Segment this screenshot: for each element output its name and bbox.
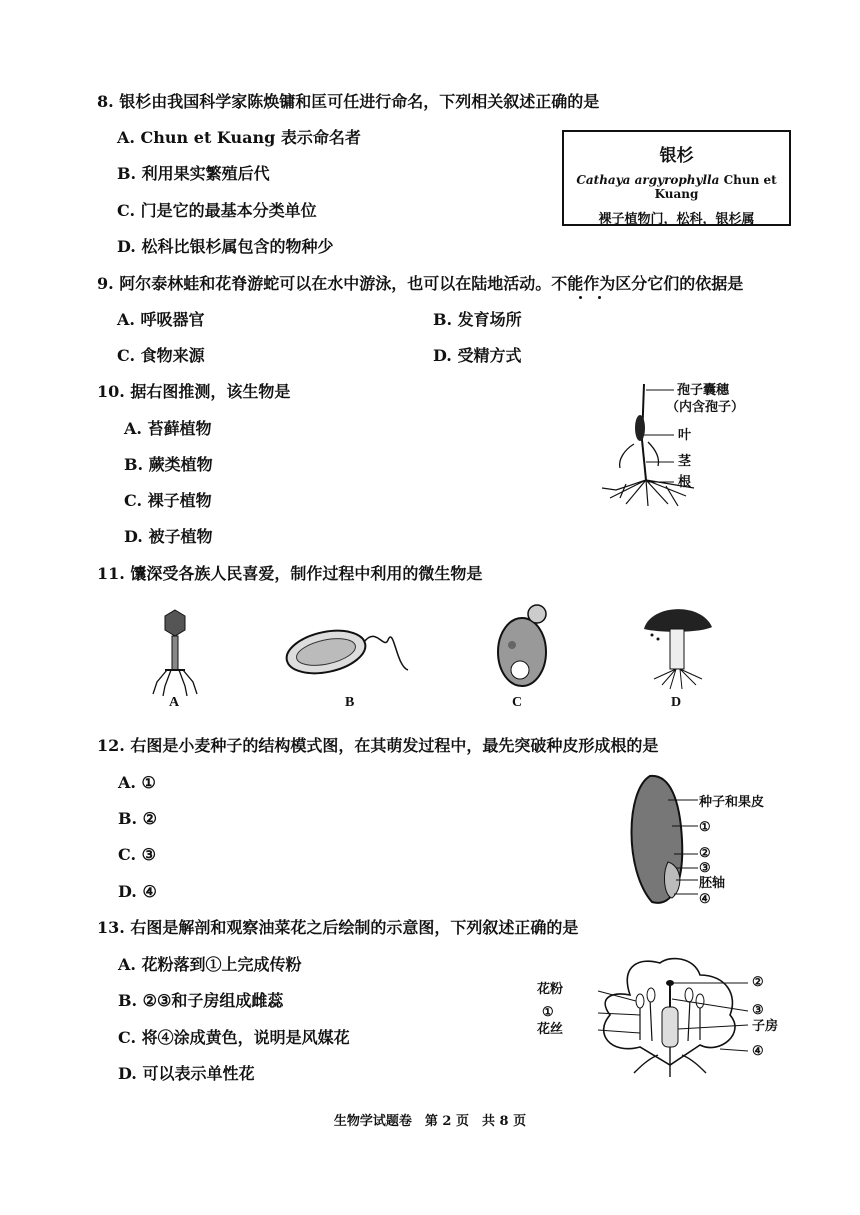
q9-option-c: C. 食物来源	[117, 346, 205, 365]
q10-option-a: A. 苔藓植物	[124, 419, 212, 438]
question-12-stem: 12. 右图是小麦种子的结构模式图，在其萌发过程中，最先突破种皮形成根的是	[97, 736, 659, 755]
label-stem: 茎	[678, 454, 692, 469]
q10-option-c: C. 裸子植物	[124, 491, 212, 510]
question-9-stem: 9. 阿尔泰林蛙和花脊游蛇可以在水中游泳，也可以在陆地活动。不能作为区分它们的依据是	[97, 274, 744, 293]
q8-option-d: D. 松科比银杉属包含的物种少	[117, 237, 334, 256]
question-11-stem: 11. 馕深受各族人民喜爱，制作过程中利用的微生物是	[97, 564, 483, 583]
question-8-stem: 8. 银杉由我国科学家陈焕镛和匡可任进行命名，下列相关叙述正确的是	[97, 92, 600, 111]
cathaya-info-box	[562, 130, 791, 226]
rape-flower-diagram	[570, 955, 770, 1080]
label-flower-2: ②	[752, 975, 764, 990]
scientific-name-genus-species: Cathaya argyrophylla	[576, 173, 720, 187]
caption-a: A	[169, 695, 180, 710]
q8-option-c: C. 门是它的最基本分类单位	[117, 201, 317, 220]
emphasis-dot	[598, 296, 601, 299]
q9-option-d: D. 受精方式	[433, 346, 522, 365]
q8-option-a: A. Chun et Kuang 表示命名者	[117, 128, 361, 147]
question-10-stem: 10. 据右图推测，该生物是	[97, 382, 291, 401]
q8-option-b: B. 利用果实繁殖后代	[117, 164, 270, 183]
label-spore-note: （内含孢子）	[666, 400, 745, 415]
q12-option-b: B. ②	[118, 809, 158, 828]
q13-option-a: A. 花粉落到①上完成传粉	[118, 955, 302, 974]
classification: 裸子植物门，松科，银杉属	[598, 212, 755, 227]
label-flower-4: ④	[752, 1044, 764, 1059]
label-flower-3: ③	[752, 1003, 764, 1018]
bacteriophage-icon	[145, 608, 205, 698]
caption-d: D	[671, 695, 682, 710]
q12-option-d: D. ④	[118, 882, 157, 901]
yeast-icon	[492, 600, 562, 690]
species-name: 银杉	[659, 146, 694, 166]
label-root: 根	[678, 475, 692, 490]
q13-option-b: B. ②③和子房组成雌蕊	[118, 991, 284, 1010]
caption-b: B	[345, 695, 355, 710]
label-flower-1: ①	[542, 1005, 554, 1020]
scientific-name	[564, 173, 789, 201]
bacterium-icon	[284, 620, 414, 690]
wheat-seed-diagram	[622, 770, 702, 910]
caption-c: C	[512, 695, 523, 710]
q13-option-d: D. 可以表示单性花	[118, 1064, 255, 1083]
label-strobilus: 孢子囊穗	[677, 383, 730, 398]
q10-option-d: D. 被子植物	[124, 527, 213, 546]
q9-option-b: B. 发育场所	[433, 310, 522, 329]
label-seed-2: ②	[699, 846, 711, 861]
q9-option-a: A. 呼吸器官	[117, 310, 205, 329]
question-13-stem: 13. 右图是解剖和观察油菜花之后绘制的示意图，下列叙述正确的是	[97, 918, 579, 937]
label-hypocotyl: 胚轴	[699, 876, 726, 891]
label-seed-1: ①	[699, 820, 711, 835]
scientific-name-authors: Chun et Kuang	[654, 173, 777, 201]
page-footer: 生物学试题卷 第 2 页 共 8 页	[333, 1114, 527, 1129]
label-ovary: 子房	[752, 1019, 779, 1034]
label-seed-coat: 种子和果皮	[699, 795, 765, 810]
mushroom-icon	[640, 603, 720, 693]
label-seed-3: ③	[699, 861, 711, 876]
q13-option-c: C. 将④涂成黄色，说明是风媒花	[118, 1028, 350, 1047]
q12-option-a: A. ①	[118, 773, 156, 792]
label-leaf: 叶	[678, 428, 692, 443]
label-seed-4: ④	[699, 892, 711, 907]
q12-option-c: C. ③	[118, 845, 156, 864]
emphasis-dot	[579, 296, 582, 299]
q10-option-b: B. 蕨类植物	[124, 455, 213, 474]
label-pollen: 花粉	[537, 982, 564, 997]
label-filament: 花丝	[537, 1022, 564, 1037]
